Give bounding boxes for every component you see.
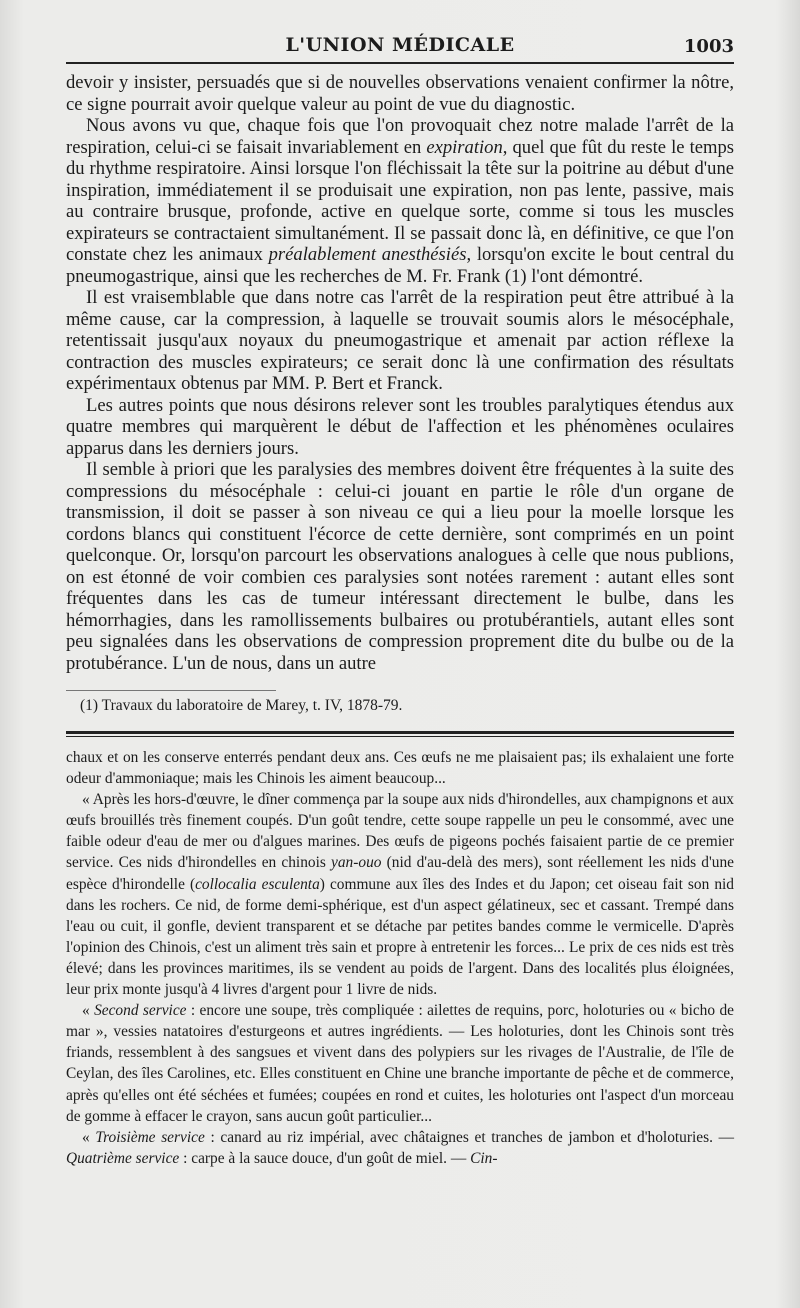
feuilleton-paragraph-1: chaux et on les conserve enterrés pendant deux ans. Ces œufs ne me plaisaient pas; ils exhalaient une forte odeur d'ammoniaque; mais les Chinois les aiment beaucoup... (66, 749, 734, 788)
paragraph-4: Les autres points que nous désirons relever sont les troubles paralytiques étendus aux quatre membres qui marquèrent le début de l'affection et les phénomènes oculaires apparus dans les derniers jours. (66, 394, 734, 459)
feuilleton-p4-text-b: : carpe à la sauce douce, d'un goût de miel. — (179, 1149, 471, 1167)
paragraph-1: devoir y insister, persuadés que si de nouvelles observations venaient confirmer la nôtre, ce signe pourrait avoir quelque valeur au point de vue du diagnostic. (66, 72, 734, 115)
journal-title: L'UNION MÉDICALE (285, 34, 515, 56)
feuilleton-paragraph-3 (66, 1000, 734, 1127)
feuilleton-divider-thick (66, 731, 734, 734)
feuilleton-p2-text-c: ) commune aux îles des Indes et du Japon; cet oiseau fait son nid dans les rochers. Ce nid, de forme demi-sphérique, est d'un aspect gélatineux, sec et cassant. Trempé dans l'eau ou cuit, il gonfle, devient transparent et se détache par petites bandes comme le vermicelle. D'après l'opinion des Chinois, c'est un aliment très sain et propre à entretenir les forces... Le prix de ces nids est très élevé; dans les provinces maritimes, ils se vendent au poids de l'argent. Dans des localités plus éloignées, leur prix monte jusqu'à 4 livres d'argent pour 1 livre de nids. (66, 875, 734, 999)
footnote-divider (66, 690, 276, 691)
feuilleton-paragraph-2 (66, 789, 734, 1000)
feuilleton-p2-emphasis-yan-ouo: yan-ouo (331, 854, 382, 872)
paragraph-2-emphasis-anesthesies: préalablement anesthésiés (268, 244, 467, 265)
paragraph-3: Il est vraisemblable que dans notre cas l'arrêt de la respiration peut être attribué à la même cause, car la compression, à laquelle se trouvait soumis alors le mésocéphale, retentissait jusqu'aux noyaux du pneumogastrique et amenait par action réflexe la contraction des muscles expirateurs; ce serait donc là une confirmation des résultats expérimentaux obtenus par MM. P. Bert et Franck. (66, 287, 734, 394)
paragraph-2-text-b: , quel que fût du reste le temps du rhythme respiratoire. Ainsi lorsque l'on fléchissait la tête sur la poitrine au début d'une inspiration, immédiatement il se produisait une expiration, non pas lente, passive, mais au contraire brusque, profonde, active en quelque sorte, comme si tous les muscles expirateurs se contractaient simultanément. Il se passait donc là, en définitive, ce que l'on constate chez les animaux (66, 136, 734, 265)
feuilleton-p2-text-a: « Après les hors-d'œuvre, le dîner commença par la soupe aux nids d'hirondelles, aux champignons et aux œufs brouillés très finement coupés. D'un goût tendre, cette soupe rappelle un peu le consommé, avec une faible odeur d'eau de mer ou d'algues marines. Des œufs de pigeons pochés faisaient partie de ce premier service. Ces nids d'hirondelles en chinois (66, 791, 734, 872)
footnote: (1) Travaux du laboratoire de Marey, t. IV, 1878-79. (80, 697, 403, 714)
feuilleton-p3-text: : encore une soupe, très compliquée : ailettes de requins, porc, holoturies ou « bicho de mar », vessies natatoires d'esturgeons et autres ingrédients. — Les holoturies, dont les Chinois sont très friands, ressemblent à des sangsues et vivent dans des polypiers sur les rivages de l'Australie, de l'île de Ceylan, des îles Carolines, etc. Elles constituent en Chine une branche importante de pêche et de commerce, après qu'elles ont été séchées et fumées; coupées en rond et cuites, les holoturies ont l'aspect d'un morceau de gomme à effacer le crayon, sans aucun goût particulier... (66, 1002, 734, 1125)
feuilleton-p2-emphasis-collocalia: collocalia esculenta (195, 875, 320, 893)
page-number: 1003 (683, 36, 734, 57)
feuilleton-p4-text-a: : canard au riz impérial, avec châtaignes et tranches de jambon et d'holoturies. — (204, 1128, 734, 1146)
feuilleton-section (66, 747, 734, 1169)
feuilleton-p3-emphasis-second-service: Second service (94, 1002, 187, 1020)
article-body (66, 72, 734, 674)
feuilleton-p4-quote: « (82, 1128, 96, 1146)
feuilleton-p4-emphasis-troisieme: Troisième service (95, 1128, 205, 1146)
paragraph-5: Il semble à priori que les paralysies des membres doivent être fréquentes à la suite des compressions du mésocéphale : celui-ci jouant en partie le rôle d'un organe de transmission, il doit se passer à son niveau ce qui a lieu pour la moelle lorsque les cordons blancs qui constituent l'écorce de cette dernière, sont comprimés en un point quelconque. Or, lorsqu'on parcourt les observations analogues à celle que nous publions, on est étonné de voir combien ces paralysies sont notées rarement : autant elles sont fréquentes dans les cas de tumeur intéressant directement le bulbe, dans les hémorrhagies, dans les ramollissements bulbaires ou protubérantiels, autant elles sont peu signalées dans les observations de compression proprement dite du bulbe ou de la protubérance. L'un de nous, dans un autre (66, 459, 734, 674)
feuilleton-paragraph-4 (66, 1127, 734, 1169)
feuilleton-divider-thin (66, 736, 734, 737)
page-header (66, 32, 734, 64)
feuilleton-p4-emphasis-cin: Cin- (470, 1149, 498, 1167)
feuilleton-p4-emphasis-quatrieme: Quatrième service (66, 1149, 180, 1167)
feuilleton-p2-text-b: (nid d'au-delà des mers), sont réellement les nids d'une espèce d'hirondelle ( (66, 854, 734, 893)
paragraph-2 (66, 115, 734, 287)
feuilleton-p3-quote: « (82, 1002, 95, 1020)
paragraph-2-text-c: , lorsqu'on excite le bout central du pneumogastrique, ainsi que les recherches de M. Fr. Frank (1) l'ont démontré. (66, 244, 734, 287)
paragraph-2-text-a: Nous avons vu que, chaque fois que l'on provoquait chez notre malade l'arrêt de la respiration, celui-ci se faisait invariablement en (66, 115, 734, 158)
paragraph-2-emphasis-expiration: expiration (426, 136, 503, 158)
